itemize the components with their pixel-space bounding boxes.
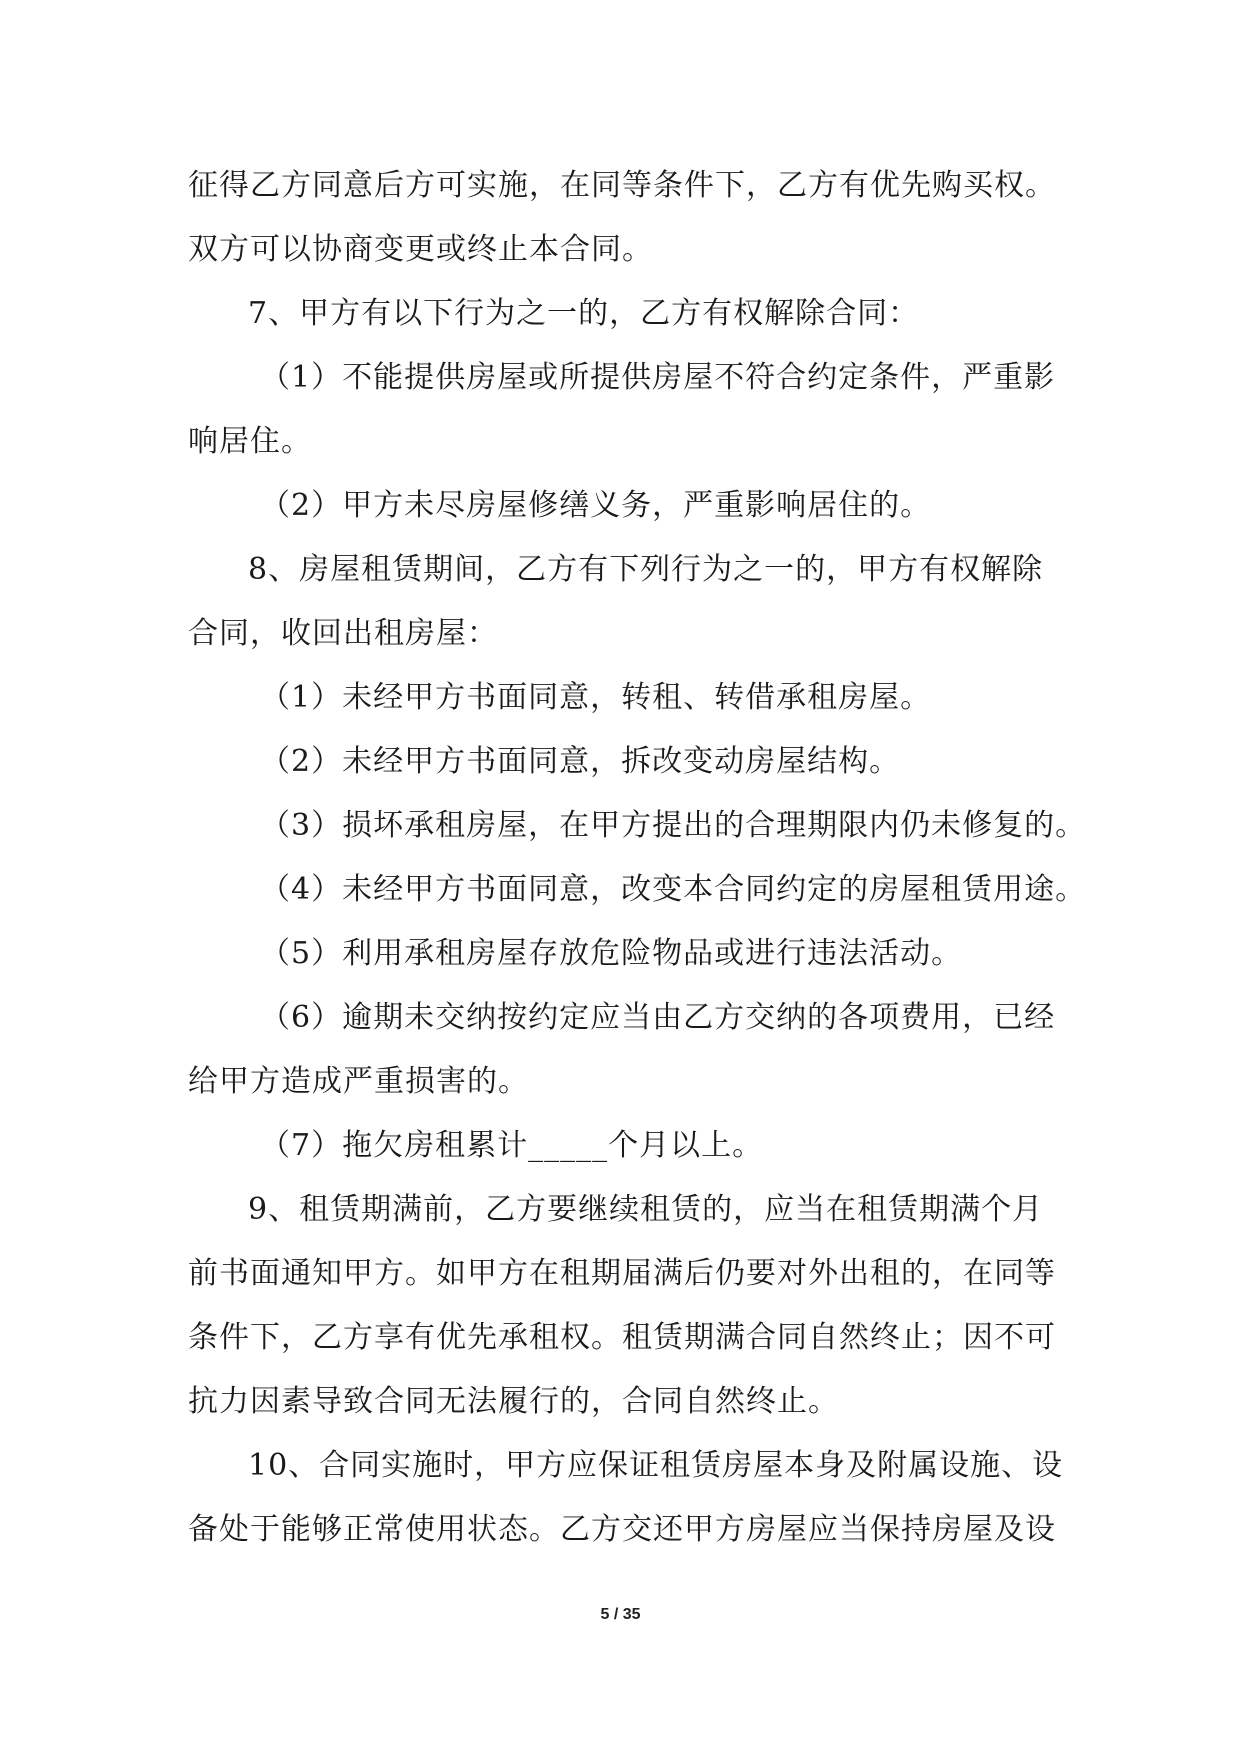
text-line: （6）逾期未交纳按约定应当由乙方交纳的各项费用，已经 [260, 1000, 1056, 1035]
clause-7-heading: 7、甲方有以下行为之一的，乙方有权解除合同： [248, 296, 920, 331]
text-line: （2）未经甲方书面同意，拆改变动房屋结构。 [260, 744, 901, 779]
text-line: 抗力因素导致合同无法履行的，合同自然终止。 [188, 1384, 839, 1419]
text-line: 合同，收回出租房屋： [188, 616, 498, 651]
text-line: 响居住。 [188, 424, 312, 459]
document-body [188, 154, 1087, 1562]
clause-8-heading: 8、房屋租赁期间，乙方有下列行为之一的，甲方有权解除 [248, 552, 1044, 587]
text-line: 双方可以协商变更或终止本合同。 [188, 232, 653, 267]
text-line: （5）利用承租房屋存放危险物品或进行违法活动。 [260, 936, 963, 971]
text-line: 前书面通知甲方。如甲方在租期届满后仍要对外出租的，在同等 [188, 1256, 1056, 1291]
text-line: 备处于能够正常使用状态。乙方交还甲方房屋应当保持房屋及设 [188, 1512, 1056, 1547]
text-line: （1）不能提供房屋或所提供房屋不符合约定条件，严重影 [260, 360, 1056, 395]
text-line: （2）甲方未尽房屋修缮义务，严重影响居住的。 [260, 488, 932, 523]
text-line: 给甲方造成严重损害的。 [188, 1064, 529, 1099]
clause-9-heading: 9、租赁期满前，乙方要继续租赁的，应当在租赁期满个月 [248, 1192, 1044, 1227]
clause-10-heading: 10、合同实施时，甲方应保证租赁房屋本身及附属设施、设 [248, 1448, 1064, 1483]
text-line: 条件下，乙方享有优先承租权。租赁期满合同自然终止；因不可 [188, 1320, 1056, 1355]
text-line: （4）未经甲方书面同意，改变本合同约定的房屋租赁用途。 [260, 872, 1087, 907]
text-line: （3）损坏承租房屋，在甲方提出的合理期限内仍未修复的。 [260, 808, 1087, 843]
text-line: 征得乙方同意后方可实施，在同等条件下，乙方有优先购买权。 [188, 168, 1056, 203]
text-line: （7）拖欠房租累计_____个月以上。 [260, 1128, 764, 1163]
text-line: （1）未经甲方书面同意，转租、转借承租房屋。 [260, 680, 932, 715]
page-number: 5 / 35 [600, 1606, 641, 1623]
